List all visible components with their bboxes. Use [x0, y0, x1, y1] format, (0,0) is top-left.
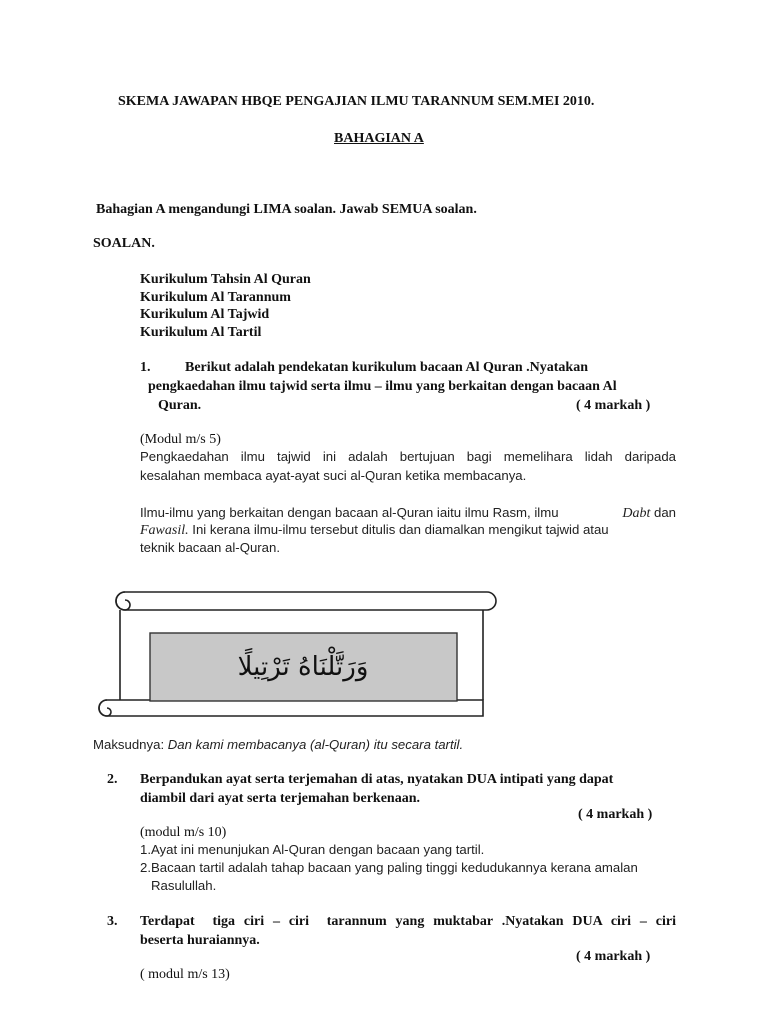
kurikulum-item: Kurikulum Al Tajwid: [140, 307, 270, 322]
instructions-text: Bahagian A mengandungi LIMA soalan. Jawab SEMUA soalan.: [96, 202, 477, 217]
question-text: Terdapat tiga ciri – ciri tarannum yang muktabar .Nyatakan DUA ciri – ciri: [140, 914, 676, 929]
translation-text: Dan kami membacanya (al-Quran) itu secara tartil.: [167, 737, 464, 752]
answer-line: Rasulullah.: [151, 878, 217, 893]
answer-paragraph-line: kesalahan membaca ayat-ayat suci al-Quran ketika membacanya.: [140, 468, 527, 483]
question-number: 2.: [107, 772, 118, 787]
kurikulum-item: Kurikulum Al Tartil: [140, 325, 262, 340]
module-reference: ( modul m/s 13): [140, 967, 230, 982]
question-text: diambil dari ayat serta terjemahan berkenaan.: [140, 791, 420, 806]
answer-paragraph-line: Pengkaedahan ilmu tajwid ini adalah bertujuan bagi memelihara lidah daripada: [140, 449, 676, 464]
answer-paragraph-line: [140, 505, 676, 522]
answer-text: Ilmu-ilmu yang berkaitan dengan bacaan al-Quran iaitu ilmu Rasm, ilmu: [140, 505, 559, 520]
question-text: Berikut adalah pendekatan kurikulum bacaan Al Quran .Nyatakan: [185, 360, 588, 375]
marks-label: ( 4 markah ): [576, 398, 651, 413]
translation-label: Maksudnya:: [93, 737, 168, 752]
module-reference: (Modul m/s 5): [140, 432, 221, 447]
question-text: beserta huraiannya.: [140, 933, 260, 948]
answer-text: dan: [650, 505, 676, 520]
soalan-label: SOALAN.: [93, 236, 155, 251]
answer-paragraph-line: teknik bacaan al-Quran.: [140, 540, 281, 555]
marks-label: ( 4 markah ): [576, 949, 651, 964]
scroll-illustration: [95, 588, 500, 723]
question-text: Berpandukan ayat serta terjemahan di atas, nyatakan DUA intipati yang dapat: [140, 772, 614, 787]
answer-line: 2.Bacaan tartil adalah tahap bacaan yang paling tinggi kedudukannya kerana amalan: [140, 860, 638, 875]
answer-term: Fawasil.: [140, 523, 189, 538]
answer-term: Dabt: [622, 506, 651, 521]
question-number: 1.: [140, 360, 151, 375]
translation-line: [93, 737, 463, 752]
answer-paragraph-line: [140, 522, 609, 539]
marks-label: ( 4 markah ): [578, 807, 653, 822]
question-text: pengkaedahan ilmu tajwid serta ilmu – ilmu yang berkaitan dengan bacaan Al: [148, 379, 617, 394]
kurikulum-item: Kurikulum Tahsin Al Quran: [140, 272, 311, 287]
section-heading: BAHAGIAN A: [334, 131, 424, 146]
module-reference: (modul m/s 10): [140, 825, 227, 840]
arabic-verse: وَرَتَّلْنَاهُ تَرْتِيلًا: [237, 652, 369, 682]
answer-line: 1.Ayat ini menunjukan Al-Quran dengan bacaan yang tartil.: [140, 842, 485, 857]
kurikulum-item: Kurikulum Al Tarannum: [140, 290, 291, 305]
document-title: SKEMA JAWAPAN HBQE PENGAJIAN ILMU TARANNUM SEM.MEI 2010.: [118, 94, 595, 109]
answer-text: Ini kerana ilmu-ilmu tersebut ditulis dan diamalkan mengikut tajwid atau: [188, 522, 609, 537]
question-text: Quran.: [158, 398, 202, 413]
question-number: 3.: [107, 914, 118, 929]
